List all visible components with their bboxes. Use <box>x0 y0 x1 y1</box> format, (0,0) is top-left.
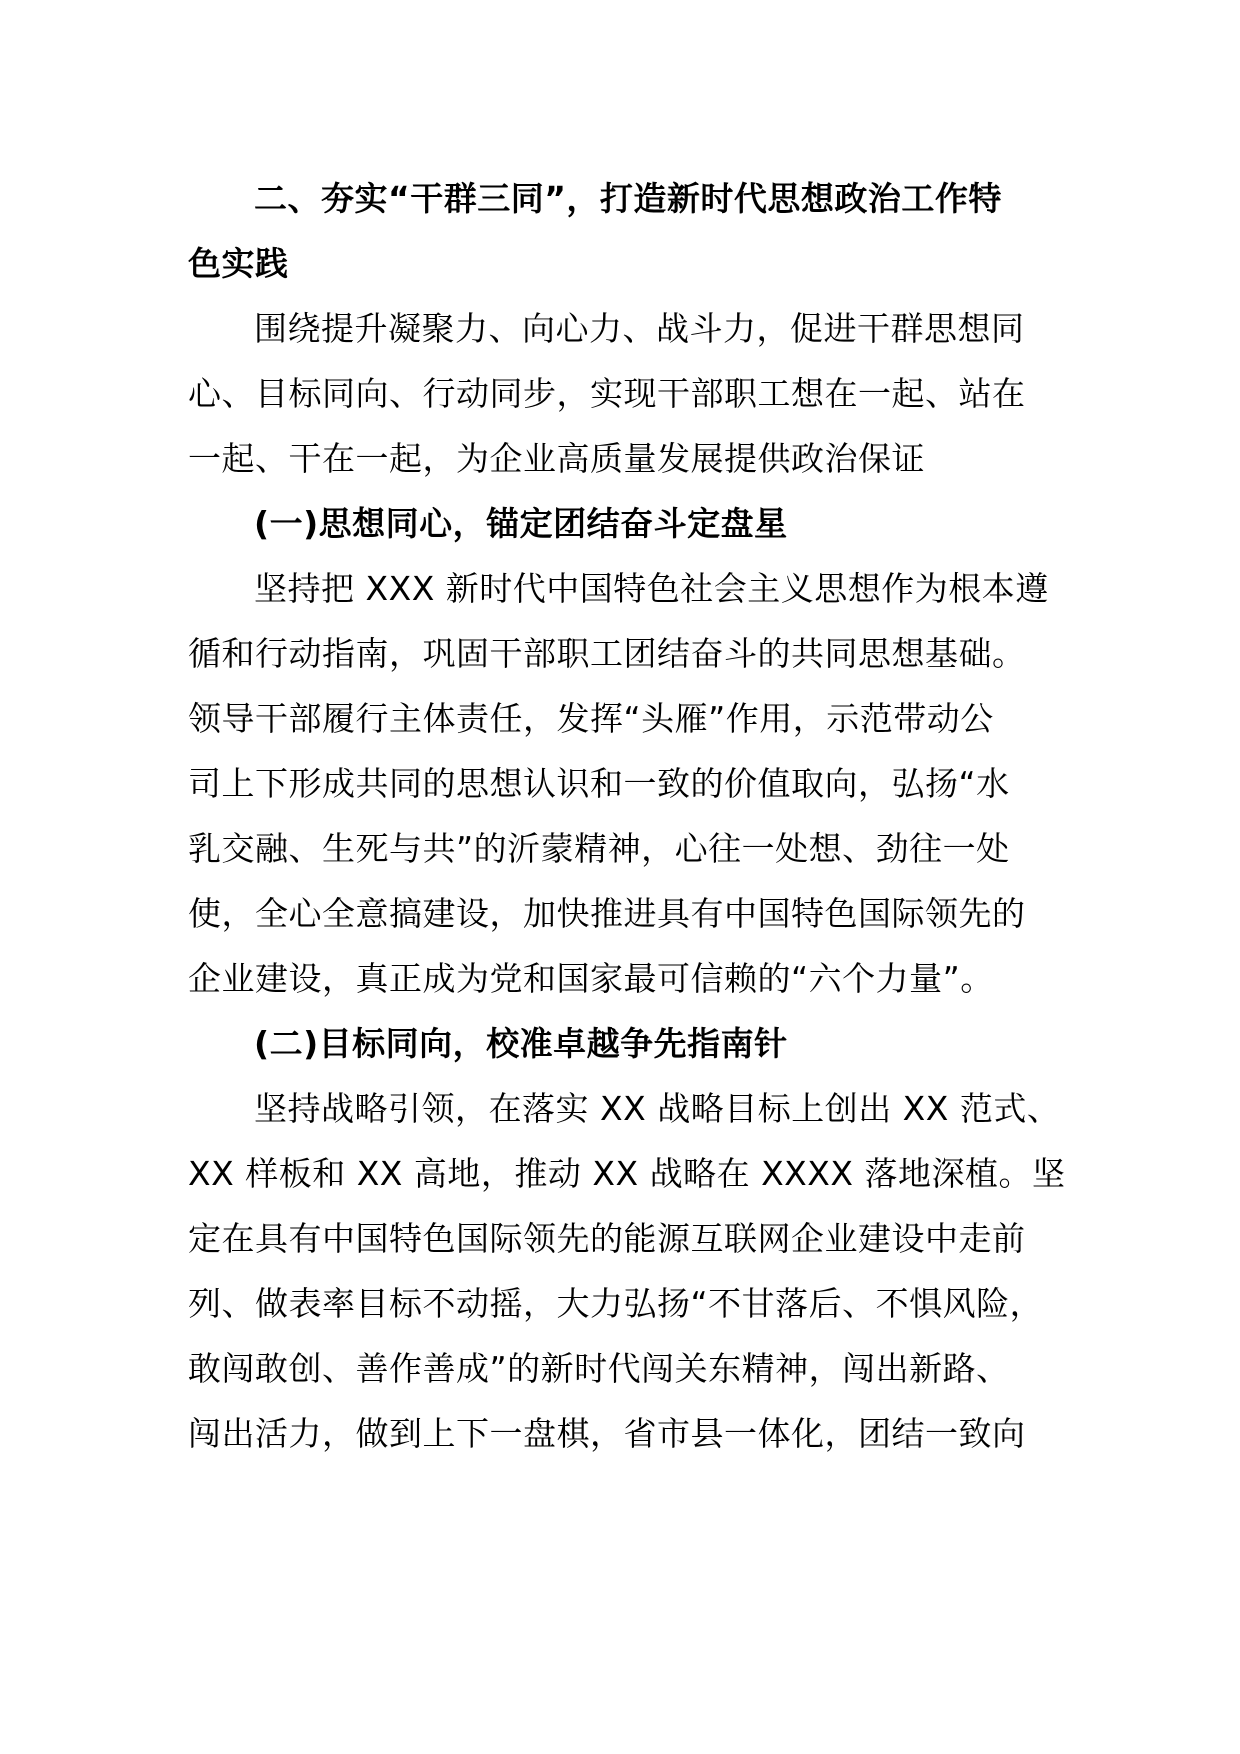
paragraph-line: 闯出活力，做到上下一盘棋，省市县一体化，团结一致向 <box>188 1414 1026 1453</box>
paragraph-line: 列、做表率目标不动摇，大力弘扬“不甘落后、不惧风险， <box>188 1284 1044 1323</box>
document-body <box>188 166 1066 1466</box>
section-heading-line-1: 二、夯实“干群三同”，打造新时代思想政治工作特 <box>254 179 1002 218</box>
paragraph-line: 敢闯敢创、善作善成”的新时代闯关东精神，闯出新路、 <box>188 1349 1010 1388</box>
subsection-heading-2: (二)目标同向，校准卓越争先指南针 <box>254 1024 788 1063</box>
paragraph-line: 领导干部履行主体责任，发挥“头雁”作用，示范带动公 <box>188 699 994 738</box>
subsection-heading-1: (一)思想同心，锚定团结奋斗定盘星 <box>254 504 788 543</box>
paragraph-line: 坚持战略引领，在落实 XX 战略目标上创出 XX 范式、 <box>254 1089 1061 1128</box>
section-heading-line-2: 色实践 <box>188 244 289 283</box>
paragraph-line: 定在具有中国特色国际领先的能源互联网企业建设中走前 <box>188 1219 1026 1258</box>
paragraph-line: 围绕提升凝聚力、向心力、战斗力，促进干群思想同 <box>254 309 1025 348</box>
paragraph-line: 循和行动指南，巩固干部职工团结奋斗的共同思想基础。 <box>188 634 1026 673</box>
paragraph-line: 一起、干在一起，为企业高质量发展提供政治保证 <box>188 439 925 478</box>
paragraph-line: 心、目标同向、行动同步，实现干部职工想在一起、站在 <box>188 374 1026 413</box>
paragraph-line: 使，全心全意搞建设，加快推进具有中国特色国际领先的 <box>188 894 1026 933</box>
paragraph-line: 司上下形成共同的思想认识和一致的价值取向，弘扬“水 <box>188 764 1010 803</box>
paragraph-line: XX 样板和 XX 高地，推动 XX 战略在 XXXX 落地深植。坚 <box>188 1154 1066 1193</box>
paragraph-line: 乳交融、生死与共”的沂蒙精神，心往一处想、劲往一处 <box>188 829 1010 868</box>
paragraph-line: 企业建设，真正成为党和国家最可信赖的“六个力量”。 <box>188 959 994 998</box>
paragraph-line: 坚持把 XXX 新时代中国特色社会主义思想作为根本遵 <box>254 569 1049 608</box>
